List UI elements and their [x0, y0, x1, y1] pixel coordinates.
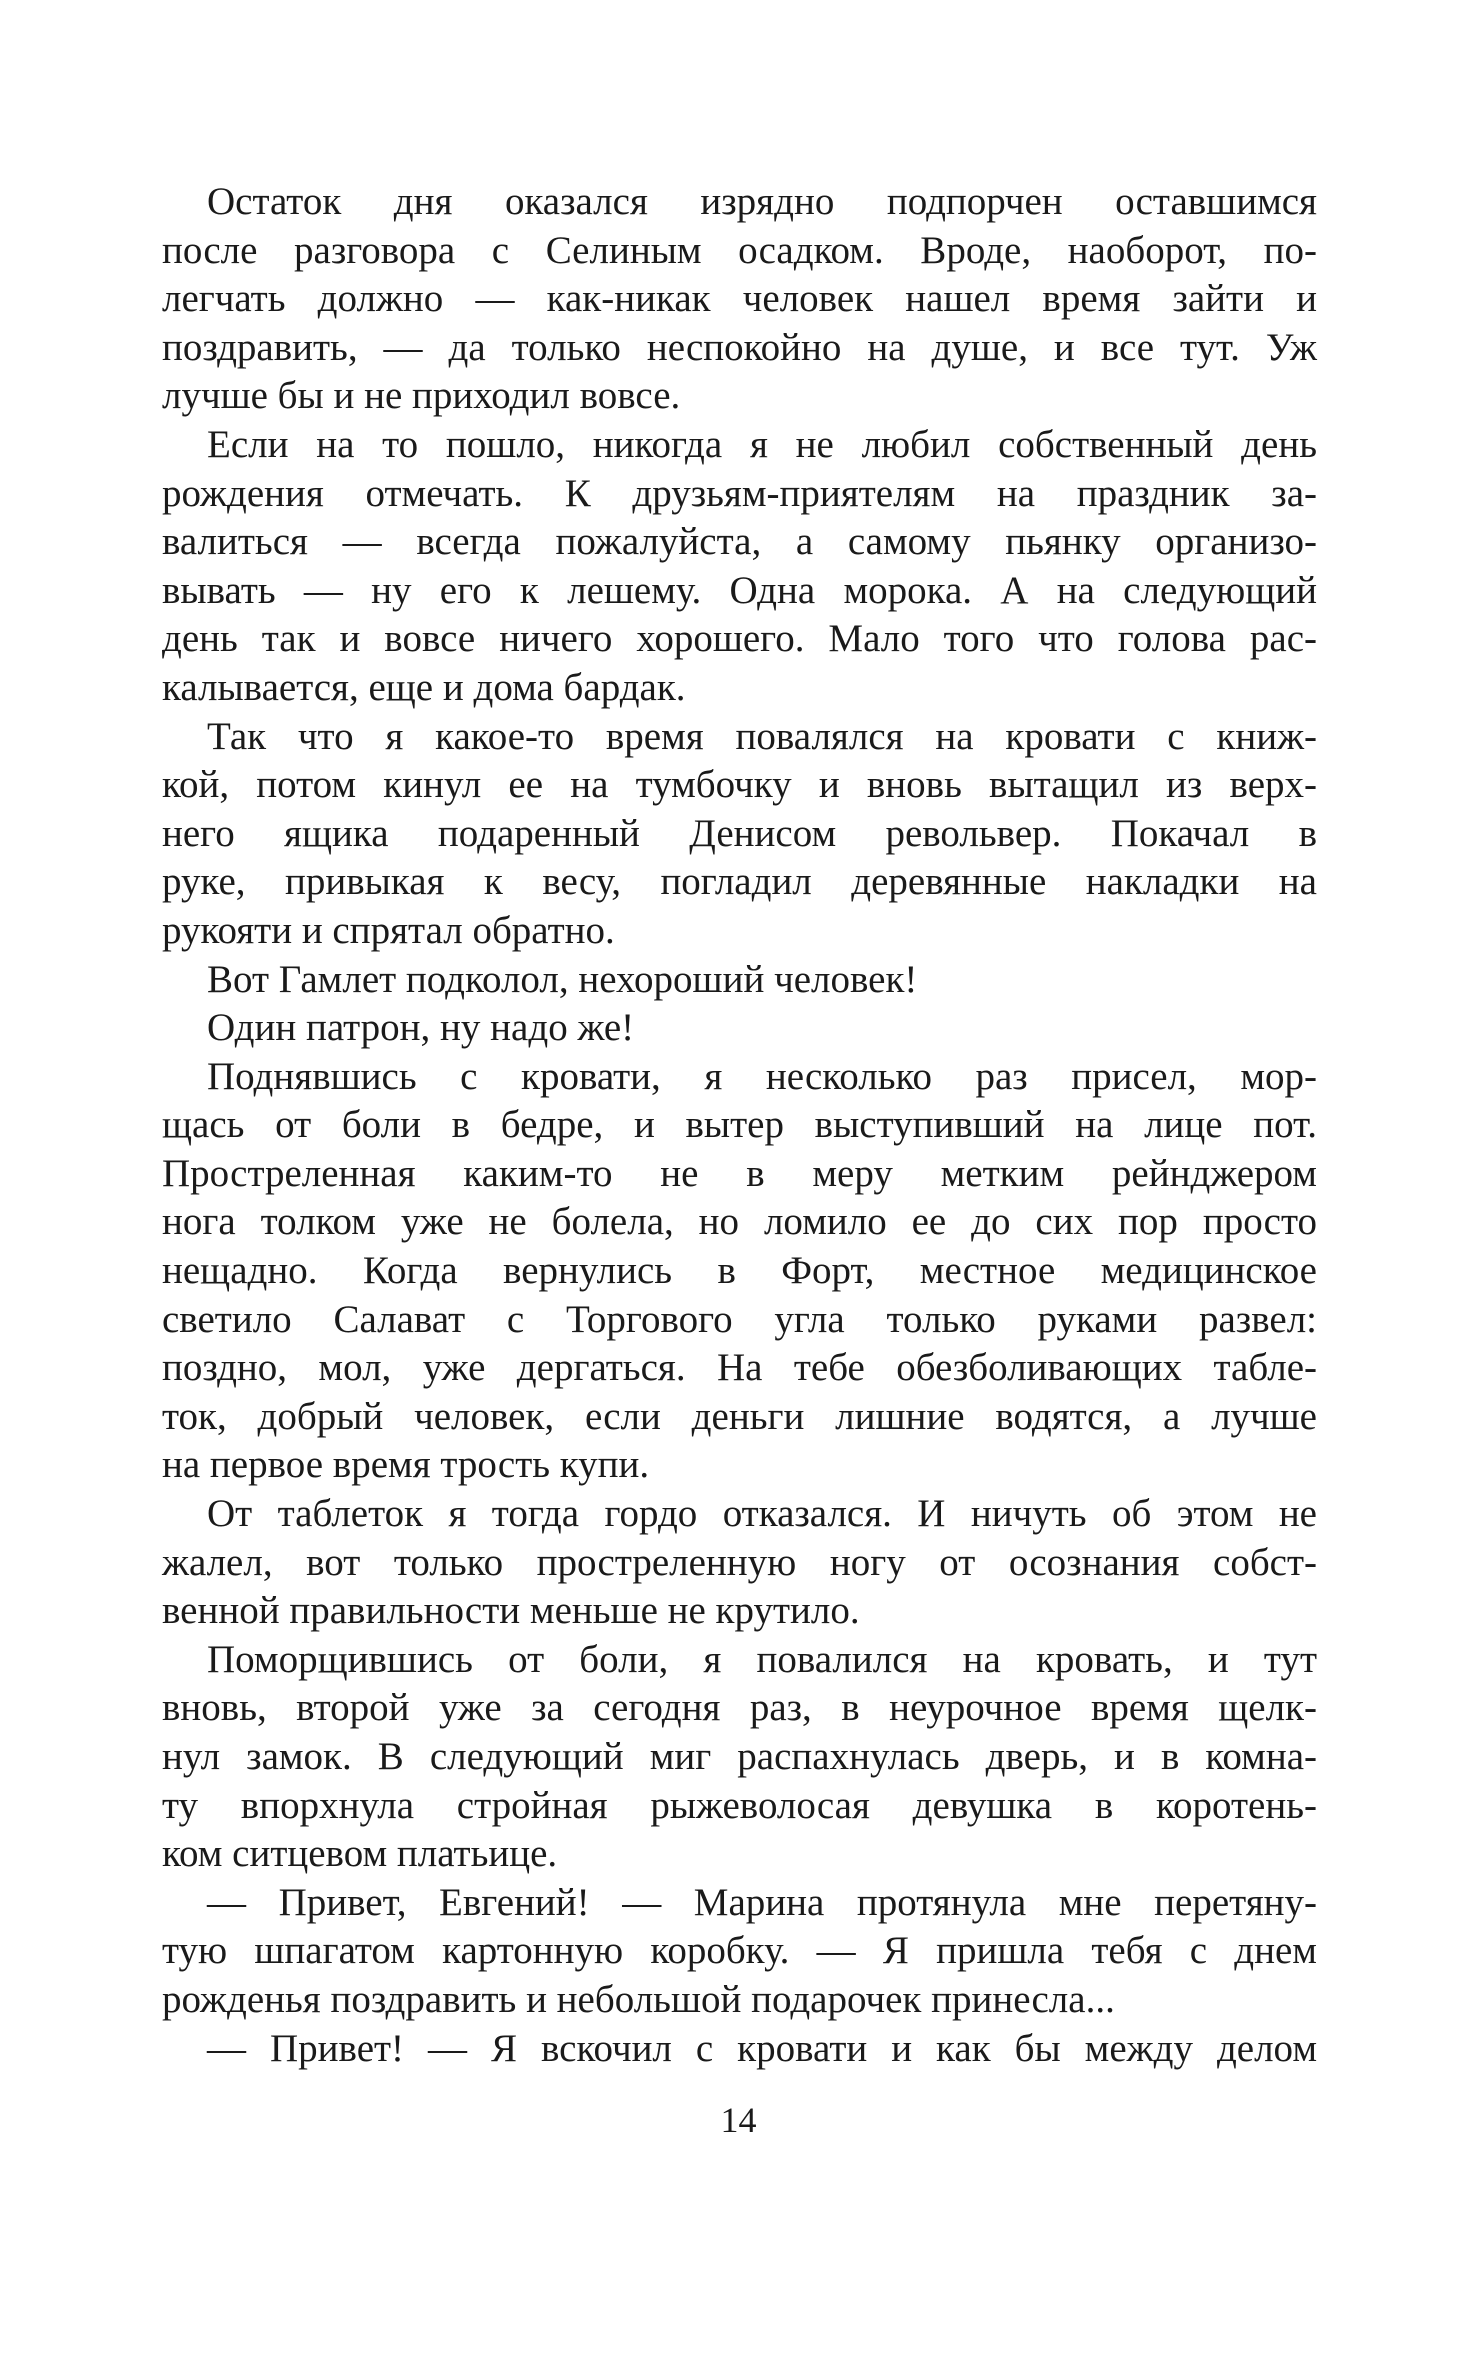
- text-line: лучше бы и не приходил вовсе.: [162, 374, 681, 418]
- text-line: рождения отмечать. К друзьям-приятелям на праздник за-: [162, 471, 1317, 515]
- text-line: Поморщившись от боли, я повалился на кровать, и тут: [207, 1637, 1317, 1681]
- text-line: — Привет! — Я вскочил с кровати и как бы между делом: [207, 2026, 1317, 2070]
- text-line: него ящика подаренный Денисом револьвер. Покачал в: [162, 811, 1317, 855]
- text-line: калывается, еще и дома бардак.: [162, 665, 686, 709]
- text-line: щась от боли в бедре, и вытер выступивший на лице пот.: [162, 1103, 1317, 1147]
- text-line: Остаток дня оказался изрядно подпорчен оставшимся: [207, 180, 1317, 223]
- text-line: после разговора с Селиным осадком. Вроде, наоборот, по-: [162, 228, 1317, 272]
- body-text: [162, 178, 1317, 2073]
- text-line: ту впорхнула стройная рыжеволосая девушка в коротень-: [162, 1783, 1317, 1827]
- text-line: рукояти и спрятал обратно.: [162, 908, 615, 952]
- text-line: жалел, вот только простреленную ногу от осознания собст-: [162, 1540, 1317, 1584]
- text-line: нул замок. В следующий миг распахнулась дверь, и в комна-: [162, 1735, 1317, 1778]
- text-line: поздравить, — да только неспокойно на душе, и все тут. Уж: [162, 325, 1317, 369]
- text-line: день так и вовсе ничего хорошего. Мало того что голова рас-: [162, 617, 1317, 661]
- text-line: Если на то пошло, никогда я не любил собственный день: [207, 422, 1317, 466]
- text-line: поздно, мол, уже дергаться. На тебе обезболивающих табле-: [162, 1346, 1317, 1390]
- text-line: легчать должно — как-никак человек нашел время зайти и: [162, 277, 1317, 321]
- text-line: — Привет, Евгений! — Марина протянула мне перетяну-: [207, 1880, 1317, 1924]
- text-line: нога толком уже не болела, но ломило ее до сих пор просто: [162, 1200, 1317, 1244]
- text-line: От таблеток я тогда гордо отказался. И ничуть об этом не: [207, 1492, 1317, 1536]
- text-line: рожденья поздравить и небольшой подарочек принесла...: [162, 1977, 1115, 2021]
- text-line: венной правильности меньше не крутило.: [162, 1589, 860, 1633]
- text-line: руке, привыкая к весу, погладил деревянные накладки на: [162, 860, 1317, 904]
- text-line: ком ситцевом платьице.: [162, 1832, 558, 1876]
- text-line: на первое время трость купи.: [162, 1443, 650, 1487]
- text-line: Так что я какое-то время повалялся на кровати с книж-: [207, 714, 1317, 758]
- text-line: вновь, второй уже за сегодня раз, в неурочное время щелк-: [162, 1686, 1317, 1730]
- text-line: нещадно. Когда вернулись в Форт, местное медицинское: [162, 1249, 1317, 1293]
- text-line: Поднявшись с кровати, я несколько раз присел, мор-: [207, 1054, 1317, 1098]
- text-line: тую шпагатом картонную коробку. — Я пришла тебя с днем: [162, 1929, 1317, 1973]
- text-line: кой, потом кинул ее на тумбочку и вновь вытащил из верх-: [162, 763, 1317, 807]
- text-line: Простреленная каким-то не в меру метким рейнджером: [162, 1151, 1317, 1195]
- text-line: Вот Гамлет подколол, нехороший человек!: [207, 957, 918, 1001]
- text-line: Один патрон, ну надо же!: [207, 1006, 635, 1050]
- text-line: светило Салават с Торгового угла только руками развел:: [162, 1297, 1317, 1341]
- text-line: ток, добрый человек, если деньги лишние водятся, а лучше: [162, 1394, 1317, 1438]
- page-number: 14: [720, 2100, 757, 2140]
- text-line: валиться — всегда пожалуйста, а самому пьянку организо-: [162, 520, 1317, 564]
- text-line: вывать — ну его к лешему. Одна морока. А на следующий: [162, 568, 1317, 612]
